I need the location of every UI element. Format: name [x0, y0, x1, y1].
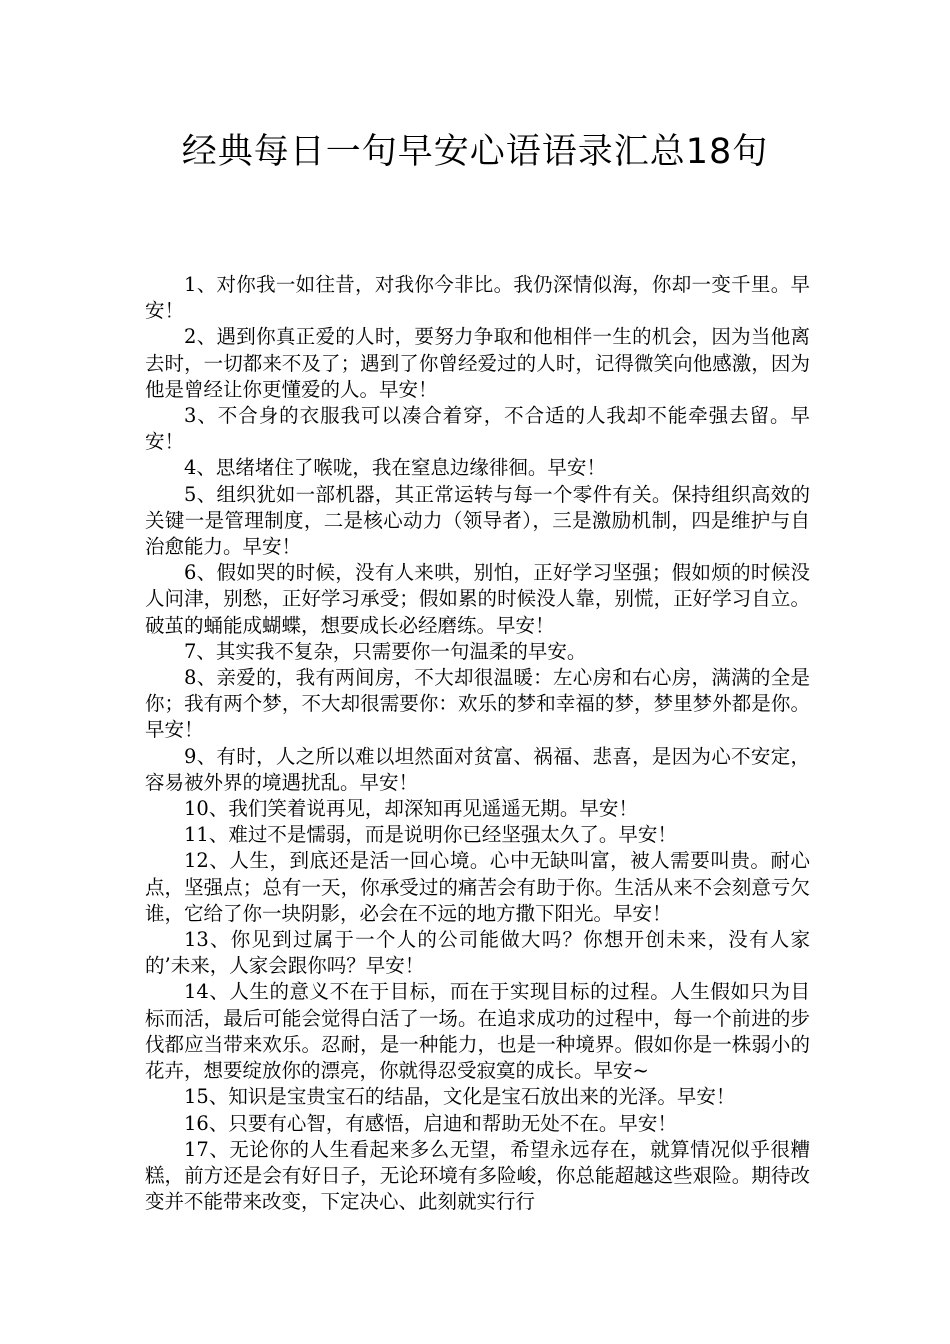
paragraph-15: 15、知识是宝贵宝石的结晶，文化是宝石放出来的光泽。早安！	[184, 1085, 736, 1109]
paragraph-6: 6、假如哭的时候，没有人来哄，别怕，正好学习坚强；假如烦的时候没人问津，别愁，正好学习承受；假如累的时候没人靠，别慌，正好学习自立。破茧的蛹能成蝴蝶，想要成长必经磨练。早安！	[145, 561, 810, 637]
paragraph-2: 2、遇到你真正爱的人时，要努力争取和他相伴一生的机会，因为当他离去时，一切都来不及了；遇到了你曾经爱过的人时，记得微笑向他感激，因为他是曾经让你更懂爱的人。早安！	[145, 325, 810, 401]
document-title: 经典每日一句早安心语语录汇总18句	[181, 132, 769, 172]
paragraph-4: 4、思绪堵住了喉咙，我在窒息边缘徘徊。早安！	[184, 456, 606, 480]
paragraph-17: 17、无论你的人生看起来多么无望，希望永远存在，就算情况似乎很糟糕，前方还是会有好日子，无论环境有多险峻，你总能超越这些艰险。期待改变并不能带来改变，下定决心、此刻就实行行	[145, 1137, 810, 1214]
paragraph-11: 11、难过不是懦弱，而是说明你已经坚强太久了。早安！	[184, 823, 677, 847]
paragraph-10: 10、我们笑着说再见，却深知再见遥遥无期。早安！	[184, 797, 638, 821]
document-body	[145, 272, 810, 1215]
paragraph-3: 3、不合身的衣服我可以凑合着穿，不合适的人我却不能牵强去留。早安！	[145, 404, 810, 454]
paragraph-12: 12、人生，到底还是活一回心境。心中无缺叫富，被人需要叫贵。耐心点，坚强点；总有一天，你承受过的痛苦会有助于你。生活从来不会刻意亏欠谁，它给了你一块阴影，必会在不远的地方撒下阳光。早安！	[145, 849, 810, 925]
paragraph-9: 9、有时，人之所以难以坦然面对贫富、祸福、悲喜，是因为心不安定，容易被外界的境遇扰乱。早安！	[145, 744, 810, 794]
paragraph-7: 7、其实我不复杂，只需要你一句温柔的早安。	[184, 639, 587, 663]
paragraph-13: 13、你见到过属于一个人的公司能做大吗？你想开创未来，没有人家的’未来，人家会跟你吗？早安！	[145, 928, 810, 978]
paragraph-16: 16、只要有心智，有感悟，启迪和帮助无处不在。早安！	[184, 1111, 677, 1135]
paragraph-8: 8、亲爱的，我有两间房，不大却很温暖：左心房和右心房，满满的全是你；我有两个梦，不大却很需要你：欢乐的梦和幸福的梦，梦里梦外都是你。早安！	[145, 666, 810, 742]
paragraph-14: 14、人生的意义不在于目标，而在于实现目标的过程。人生假如只为目标而活，最后可能会觉得白活了一场。在追求成功的过程中，每一个前进的步伐都应当带来欢乐。忍耐，是一种能力，也是一种境界。假如你是一株弱小的花卉，想要绽放你的漂亮，你就得忍受寂寞的成长。早安~	[145, 980, 810, 1083]
paragraph-5: 5、组织犹如一部机器，其正常运转与每一个零件有关。保持组织高效的关键一是管理制度，二是核心动力（领导者），三是激励机制，四是维护与自治愈能力。早安！	[145, 482, 810, 559]
paragraph-1: 1、对你我一如往昔，对我你今非比。我仍深情似海，你却一变千里。早安！	[145, 273, 810, 323]
